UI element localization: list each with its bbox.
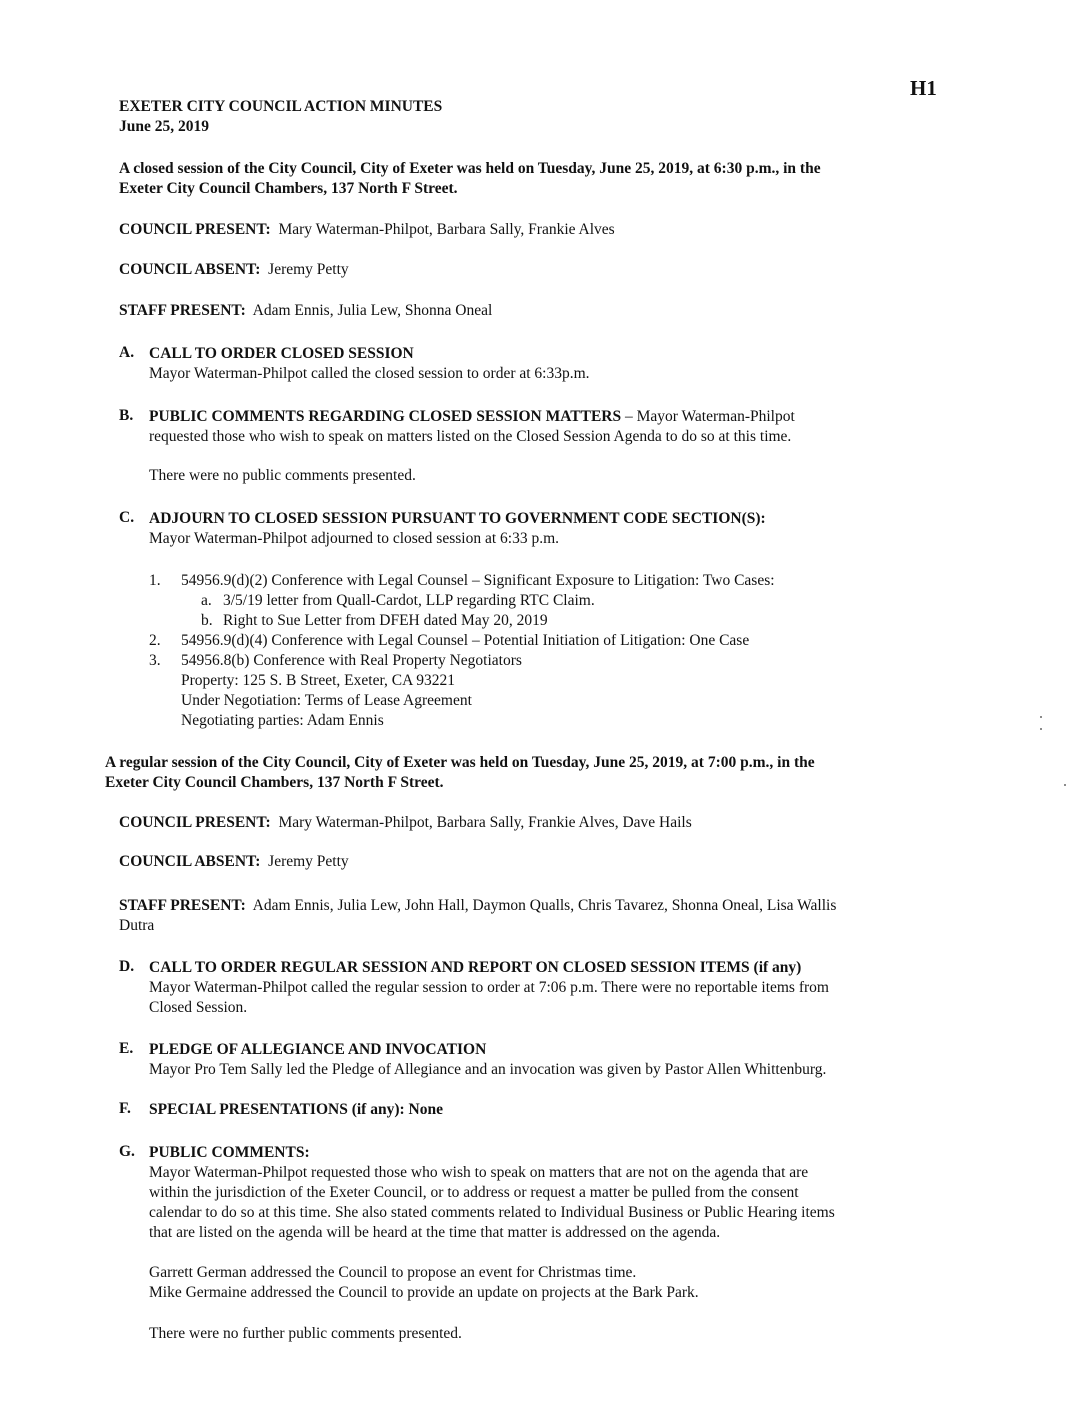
section-a-letter: A. — [119, 344, 135, 361]
subitem-letter: b. — [201, 612, 213, 629]
item-3-details — [181, 671, 981, 731]
item-number: 1. — [149, 572, 161, 589]
section-g-heading: PUBLIC COMMENTS: — [149, 1144, 310, 1161]
council-absent-label: COUNCIL ABSENT: — [119, 853, 261, 870]
section-b-heading: PUBLIC COMMENTS REGARDING CLOSED SESSION MATTERS — [149, 408, 622, 425]
document-title: EXETER CITY COUNCIL ACTION MINUTES — [119, 98, 443, 115]
public-comment: Garrett German addressed the Council to propose an event for Christmas time. — [149, 1264, 637, 1281]
council-present-label: COUNCIL PRESENT: — [119, 221, 271, 238]
public-comment: Mike Germaine addressed the Council to provide an update on projects at the Bark Park. — [149, 1284, 699, 1301]
council-present-label: COUNCIL PRESENT: — [119, 814, 271, 831]
section-a-body: Mayor Waterman-Philpot called the closed session to order at 6:33p.m. — [149, 365, 590, 382]
section-d-body-line1: Mayor Waterman-Philpot called the regular session to order at 7:06 p.m. There were no reportable items from — [149, 979, 829, 996]
section-e — [149, 1040, 826, 1080]
item-1-subitems — [201, 591, 901, 631]
list-item — [149, 571, 949, 591]
section-f — [149, 1100, 443, 1120]
section-c-body: Mayor Waterman-Philpot adjourned to closed session at 6:33 p.m. — [149, 530, 560, 547]
list-item — [201, 591, 901, 611]
closed-session-items — [149, 571, 949, 731]
section-e-body: Mayor Pro Tem Sally led the Pledge of Allegiance and an invocation was given by Pastor Allen Whittenburg. — [149, 1061, 827, 1078]
section-g — [149, 1143, 835, 1243]
closed-session-intro-line1: A closed session of the City Council, City of Exeter was held on Tuesday, June 25, 2019, at 6:30 p.m., in the — [119, 160, 821, 177]
section-c-heading: ADJOURN TO CLOSED SESSION PURSUANT TO GOVERNMENT CODE SECTION(S): — [149, 510, 766, 527]
section-d-letter: D. — [119, 958, 135, 975]
section-f-heading: SPECIAL PRESENTATIONS (if any): None — [149, 1101, 443, 1118]
document-date: June 25, 2019 — [119, 118, 209, 135]
section-f-letter: F. — [119, 1100, 131, 1117]
section-d-heading: CALL TO ORDER REGULAR SESSION AND REPORT ON CLOSED SESSION ITEMS (if any) — [149, 959, 802, 976]
council-present-names: Mary Waterman-Philpot, Barbara Sally, Frankie Alves — [278, 221, 615, 238]
section-e-letter: E. — [119, 1040, 134, 1057]
subitem-text: Right to Sue Letter from DFEH dated May 20, 2019 — [223, 612, 548, 629]
section-b-heading-tail: – Mayor Waterman-Philpot — [621, 408, 795, 425]
regular-session-intro-line2: Exeter City Council Chambers, 137 North F Street. — [105, 774, 444, 791]
section-b-note: There were no public comments presented. — [149, 467, 416, 484]
scan-speck — [1064, 784, 1066, 786]
list-item — [201, 611, 901, 631]
regular-council-absent — [119, 853, 349, 871]
scan-speck — [1040, 728, 1042, 730]
council-absent-names: Jeremy Petty — [268, 261, 349, 278]
list-item — [149, 651, 949, 671]
negotiating-parties-detail: Negotiating parties: Adam Ennis — [181, 712, 384, 729]
item-number: 2. — [149, 632, 161, 649]
council-absent-names: Jeremy Petty — [268, 853, 349, 870]
section-c — [149, 509, 766, 549]
council-present-names: Mary Waterman-Philpot, Barbara Sally, Frankie Alves, Dave Hails — [278, 814, 692, 831]
subitem-text: 3/5/19 letter from Quall-Cardot, LLP regarding RTC Claim. — [223, 592, 595, 609]
section-g-letter: G. — [119, 1143, 135, 1160]
item-text: 54956.8(b) Conference with Real Property Negotiators — [181, 652, 522, 669]
closed-council-absent — [119, 261, 349, 279]
council-absent-label: COUNCIL ABSENT: — [119, 261, 261, 278]
section-c-letter: C. — [119, 509, 135, 526]
section-a — [149, 344, 590, 384]
section-g-body-line: within the jurisdiction of the Exeter Council, or to address or request a matter be pulled from the consent — [149, 1184, 799, 1201]
section-d — [149, 958, 829, 1018]
regular-council-present — [119, 814, 692, 832]
regular-staff-present-continued: Dutra — [119, 917, 155, 934]
subitem-letter: a. — [201, 592, 212, 609]
scan-speck — [1040, 716, 1042, 718]
negotiation-detail: Under Negotiation: Terms of Lease Agreement — [181, 692, 472, 709]
section-g-body-line: calendar to do so at this time. She also stated comments related to Individual Business or Public Hearing items — [149, 1204, 835, 1221]
staff-present-label: STAFF PRESENT: — [119, 302, 246, 319]
section-g-body-line: Mayor Waterman-Philpot requested those who wish to speak on matters that are not on the agenda that are — [149, 1164, 809, 1181]
staff-present-names: Adam Ennis, Julia Lew, John Hall, Daymon Qualls, Chris Tavarez, Shonna Oneal, Lisa Wallis — [252, 897, 837, 914]
item-text: 54956.9(d)(4) Conference with Legal Counsel – Potential Initiation of Litigation: One Case — [181, 632, 750, 649]
section-b-letter: B. — [119, 407, 134, 424]
list-item — [149, 631, 949, 651]
section-a-heading: CALL TO ORDER CLOSED SESSION — [149, 345, 414, 362]
section-b-body: requested those who wish to speak on matters listed on the Closed Session Agenda to do so at this time. — [149, 428, 792, 445]
closed-staff-present — [119, 302, 492, 320]
item-text: 54956.9(d)(2) Conference with Legal Counsel – Significant Exposure to Litigation: Two Cases: — [181, 572, 775, 589]
page-mark: H1 — [910, 76, 937, 100]
property-detail: Property: 125 S. B Street, Exeter, CA 93221 — [181, 672, 456, 689]
staff-present-label: STAFF PRESENT: — [119, 897, 246, 914]
section-g-note: There were no further public comments presented. — [149, 1325, 462, 1342]
item-number: 3. — [149, 652, 161, 669]
closed-session-intro-line2: Exeter City Council Chambers, 137 North F Street. — [119, 180, 458, 197]
regular-session-intro-line1: A regular session of the City Council, City of Exeter was held on Tuesday, June 25, 2019, at 7:00 p.m., in the — [105, 754, 815, 771]
regular-staff-present — [119, 897, 836, 915]
section-g-body-line: that are listed on the agenda will be heard at the time that matter is addressed on the agenda. — [149, 1224, 721, 1241]
closed-council-present — [119, 221, 615, 239]
section-e-heading: PLEDGE OF ALLEGIANCE AND INVOCATION — [149, 1041, 487, 1058]
section-d-body-line2: Closed Session. — [149, 999, 248, 1016]
section-b — [149, 407, 795, 447]
staff-present-names: Adam Ennis, Julia Lew, Shonna Oneal — [252, 302, 493, 319]
